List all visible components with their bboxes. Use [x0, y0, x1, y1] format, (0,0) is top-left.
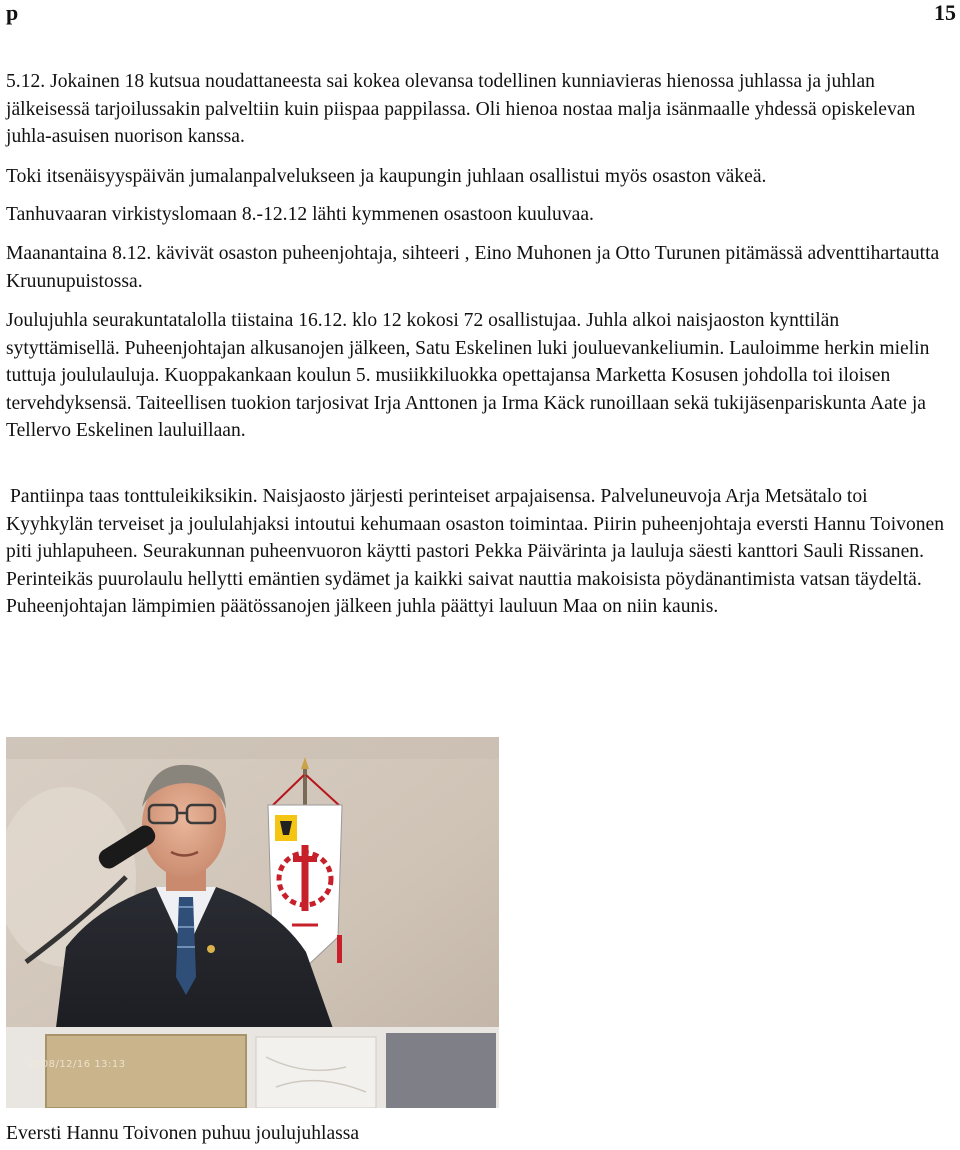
header-marker: p	[6, 0, 19, 25]
photo-date-stamp: 2008/12/16 13:13	[28, 1059, 126, 1070]
page-number: 15	[934, 0, 956, 25]
paragraph-3: Tanhuvaaran virkistyslomaan 8.-12.12 lähti kymmenen osastoon kuuluvaa.	[6, 204, 594, 225]
paragraph-2: Toki itsenäisyyspäivän jumalanpalvelukseen ja kaupungin juhlaan osallistui myös osaston väkeä.	[6, 166, 767, 187]
speaker-photo	[6, 737, 499, 1108]
photo-caption: Eversti Hannu Toivonen puhuu joulujuhlassa	[6, 1123, 360, 1144]
paragraph-6: Pantiinpa taas tonttuleikiksikin. Naisjaosto järjesti perinteiset arpajaisensa. Palveluneuvoja Arja Metsätalo toi Kyyhkylän terveiset ja joululahjaksi intoutui kehumaan osaston toimintaa. Piirin puheenjohtaja eversti Hannu Toivonen piti juhlapuheen. Seurakunnan puheenvuoron käytti pastori Pekka Päivärinta ja lauluja säesti kanttori Sauli Rissanen. Perinteikäs puurolaulu hellytti emäntien sydämet ja kaikki saivat nauttia makoisista pöydänantimista vatsan täydeltä. Puheenjohtajan lämpimien päätössanojen jälkeen juhla päättyi lauluun Maa on niin kaunis.	[6, 486, 945, 617]
paragraph-5: Joulujuhla seurakuntatalolla tiistaina 16.12. klo 12 kokosi 72 osallistujaa. Juhla alkoi naisjaoston kynttilän sytyttämisellä. Puheenjohtajan alkusanojen jälkeen, Satu Eskelinen luki jouluevankeliumin. Lauloimme herkin mielin tuttuja joululauluja. Kuoppakankaan koulun 5. musiikkiluokka opettajansa Marketta Kosusen johdolla toi iloisen tervehdyksensä. Taiteellisen tuokion tarjosivat Irja Anttonen ja Irma Käck runoillaan sekä tukijäsenpariskunta Aate ja Tellervo Eskelinen lauluillaan.	[6, 310, 930, 441]
paragraph-4: Maanantaina 8.12. kävivät osaston puheenjohtaja, sihteeri , Eino Muhonen ja Otto Turunen pitämässä adventtihartautta Kruunupuistossa.	[6, 243, 940, 292]
paragraph-1: 5.12. Jokainen 18 kutsua noudattaneesta sai kokea olevansa todellinen kunniavieras hienossa juhlassa ja juhlan jälkeisessä tarjoilussakin palveltiin kuin piispaa pappilassa. Oli hienoa nostaa malja isänmaalle yhdessä opiskelevan juhla-asuisen nuorison kanssa.	[6, 71, 916, 147]
